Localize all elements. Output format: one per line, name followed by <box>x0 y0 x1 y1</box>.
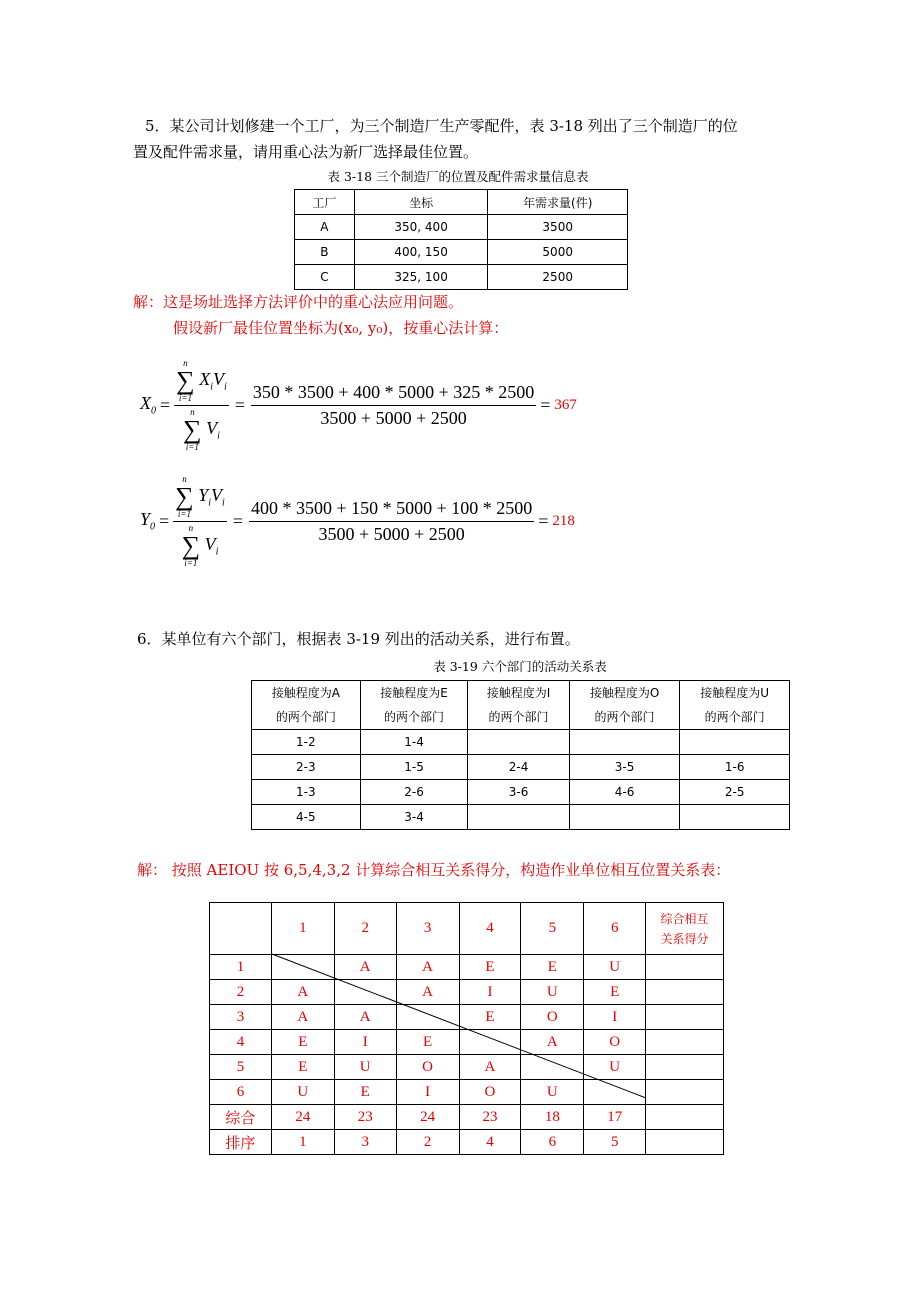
row-label: 综合 <box>210 1105 272 1130</box>
relation-cell: E <box>334 1080 396 1105</box>
table-cell <box>468 730 569 755</box>
score-header: 综合相互 关系得分 <box>646 903 724 955</box>
table-row <box>252 780 790 805</box>
q5-solution-line2: 假设新厂最佳位置坐标为(x₀, y₀)，按重心法计算： <box>173 319 509 337</box>
table-header-row <box>252 681 790 730</box>
formula-sigma-fraction: n ∑ i=1 $Y_iV_i$ n ∑ i=1 $V_i$ <box>175 473 225 568</box>
relation-cell: I <box>396 1080 459 1105</box>
col-header: 4 <box>459 903 521 955</box>
total-cell: 18 <box>521 1105 584 1130</box>
total-cell: 24 <box>396 1105 459 1130</box>
relation-cell: O <box>584 1030 646 1055</box>
table-cell <box>680 730 790 755</box>
relation-cell: E <box>521 955 584 980</box>
relation-cell: I <box>334 1030 396 1055</box>
table-cell: 1-4 <box>360 730 468 755</box>
table-row <box>252 805 790 830</box>
relation-cell: A <box>396 980 459 1005</box>
table-cell: 2500 <box>488 265 628 290</box>
rank-cell: 5 <box>584 1130 646 1155</box>
table-cell: 2-5 <box>680 780 790 805</box>
relation-cell: A <box>334 955 396 980</box>
header-cell: 接触程度为O 的两个部门 <box>569 681 680 730</box>
table-cell: 3-5 <box>569 755 680 780</box>
relation-cell: O <box>396 1055 459 1080</box>
table-3-19 <box>251 680 790 830</box>
table-row <box>295 240 628 265</box>
table-cell <box>680 805 790 830</box>
relation-cell: E <box>271 1055 334 1080</box>
table-cell: A <box>295 215 355 240</box>
header-cell: 坐标 <box>354 190 488 215</box>
table-cell <box>569 805 680 830</box>
relation-cell: I <box>584 1005 646 1030</box>
relation-cell: E <box>459 1005 521 1030</box>
formula-numeric-fraction <box>249 498 534 545</box>
formula-numerator: 350 * 3500 + 400 * 5000 + 325 * 2500 <box>251 382 536 406</box>
table-row <box>295 215 628 240</box>
relation-cell: U <box>521 980 584 1005</box>
table-cell: 3500 <box>488 215 628 240</box>
relation-cell: U <box>584 955 646 980</box>
table-cell: 1-3 <box>252 780 361 805</box>
table-cell <box>468 805 569 830</box>
table-cell: 3-6 <box>468 780 569 805</box>
diagonal-stroke <box>272 954 646 1098</box>
relation-cell: A <box>271 980 334 1005</box>
table-row <box>252 730 790 755</box>
header-cell: 接触程度为I 的两个部门 <box>468 681 569 730</box>
row-label: 1 <box>210 955 272 980</box>
rank-cell: 2 <box>396 1130 459 1155</box>
row-label: 5 <box>210 1055 272 1080</box>
table-row <box>252 755 790 780</box>
q6-line1: 6．某单位有六个部门，根据表 3-19 列出的活动关系，进行布置。 <box>137 630 580 648</box>
table-cell: 325, 100 <box>354 265 488 290</box>
col-header: 2 <box>334 903 396 955</box>
table-cell: 4-5 <box>252 805 361 830</box>
formula-result: 218 <box>552 512 575 529</box>
table-cell <box>569 730 680 755</box>
table-cell: 400, 150 <box>354 240 488 265</box>
total-cell: 23 <box>459 1105 521 1130</box>
col-header: 6 <box>584 903 646 955</box>
formula-lhs: $Y_0$ <box>140 509 156 533</box>
rank-cell: 4 <box>459 1130 521 1155</box>
total-cell: 17 <box>584 1105 646 1130</box>
header-cell: 工厂 <box>295 190 355 215</box>
q5-solution-line1: 解：这是场址选择方法评价中的重心法应用问题。 <box>133 293 464 311</box>
table-cell: 4-6 <box>569 780 680 805</box>
table-header-row <box>295 190 628 215</box>
table-cell: 2-6 <box>360 780 468 805</box>
row-label: 4 <box>210 1030 272 1055</box>
row-label: 2 <box>210 980 272 1005</box>
table-row <box>295 265 628 290</box>
relation-cell: A <box>396 955 459 980</box>
table-cell: 1-2 <box>252 730 361 755</box>
q5-line1: 5．某公司计划修建一个工厂，为三个制造厂生产零配件，表 3-18 列出了三个制造厂的位 <box>145 117 738 135</box>
relation-cell: O <box>459 1080 521 1105</box>
table-cell: 1-5 <box>360 755 468 780</box>
relation-table-wrapper <box>209 902 724 1151</box>
table-cell: 2-4 <box>468 755 569 780</box>
relation-cell: E <box>271 1030 334 1055</box>
relation-cell: A <box>459 1055 521 1080</box>
relation-cell: U <box>271 1080 334 1105</box>
total-cell: 23 <box>334 1105 396 1130</box>
total-cell: 24 <box>271 1105 334 1130</box>
rank-cell: 6 <box>521 1130 584 1155</box>
formula-numeric-fraction <box>251 382 536 429</box>
table-3-18 <box>294 189 628 290</box>
relation-cell: U <box>334 1055 396 1080</box>
col-header: 5 <box>521 903 584 955</box>
col-header: 3 <box>396 903 459 955</box>
col-header: 1 <box>271 903 334 955</box>
row-label: 排序 <box>210 1130 272 1155</box>
table-cell: 5000 <box>488 240 628 265</box>
header-cell: 接触程度为U 的两个部门 <box>680 681 790 730</box>
relation-cell: E <box>584 980 646 1005</box>
formula-denominator: 3500 + 5000 + 2500 <box>318 523 465 544</box>
relation-cell: U <box>584 1055 646 1080</box>
formula-x0: $X_0$ = n ∑ i=1 $X_iV_i$ n ∑ i=1 $V_i$ = $\frac{350 * 3500 + 400 * 5000 + 325 * 2500}{3500 + 5000 + 2500}$ = 367 <box>140 357 577 452</box>
formula-lhs: $X_0$ <box>140 393 156 417</box>
table-cell: 1-6 <box>680 755 790 780</box>
header-cell: 接触程度为E 的两个部门 <box>360 681 468 730</box>
formula-denominator: 3500 + 5000 + 2500 <box>320 407 467 428</box>
q5-line2: 置及配件需求量，请用重心法为新厂选择最佳位置。 <box>133 143 479 161</box>
table-cell: C <box>295 265 355 290</box>
diagonal-line <box>209 902 724 1151</box>
table-cell: 350, 400 <box>354 215 488 240</box>
row-label: 6 <box>210 1080 272 1105</box>
relation-cell: A <box>521 1030 584 1055</box>
table-cell: 2-3 <box>252 755 361 780</box>
table-cell: 3-4 <box>360 805 468 830</box>
row-label: 3 <box>210 1005 272 1030</box>
formula-sigma-fraction: n ∑ i=1 $X_iV_i$ n ∑ i=1 $V_i$ <box>176 357 227 452</box>
relation-cell: E <box>459 955 521 980</box>
rank-cell: 1 <box>271 1130 334 1155</box>
rank-cell: 3 <box>334 1130 396 1155</box>
header-cell: 接触程度为A 的两个部门 <box>252 681 361 730</box>
relation-cell: U <box>521 1080 584 1105</box>
relation-cell: I <box>459 980 521 1005</box>
formula-numerator: 400 * 3500 + 150 * 5000 + 100 * 2500 <box>249 498 534 522</box>
relation-cell: E <box>396 1030 459 1055</box>
relation-cell: A <box>271 1005 334 1030</box>
table-cell: B <box>295 240 355 265</box>
formula-y0: $Y_0$ = n ∑ i=1 $Y_iV_i$ n ∑ i=1 $V_i$ = $\frac{400 * 3500 + 150 * 5000 + 100 * 2500}{3500 + 5000 + 2500}$ = 218 <box>140 473 575 568</box>
header-cell: 年需求量(件) <box>488 190 628 215</box>
relation-cell: O <box>521 1005 584 1030</box>
q6-solution-line: 解： 按照 AEIOU 按 6,5,4,3,2 计算综合相互关系得分，构造作业单位相互位置关系表： <box>137 861 731 879</box>
table-3-19-caption: 表 3-19 六个部门的活动关系表 <box>433 659 607 674</box>
formula-result: 367 <box>554 396 577 413</box>
relation-cell: A <box>334 1005 396 1030</box>
table-3-18-caption: 表 3-18 三个制造厂的位置及配件需求量信息表 <box>327 169 589 184</box>
